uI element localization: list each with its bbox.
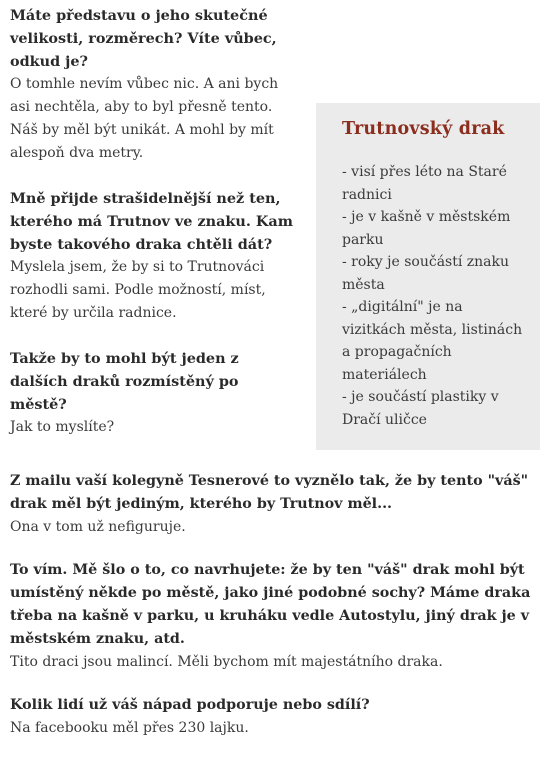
question-3: Takže by to mohl být jeden z dalších draků rozmístěný po městě? [10,350,239,413]
qa-pair-1 [10,4,300,165]
answer-5: Tito draci jsou malincí. Měli bychom mít majestátního draka. [10,654,443,670]
question-5: To vím. Mě šlo o to, co navrhujete: že by ten "váš" drak mohl být umístěný někde po městě, jako jiné podobné sochy? Máme draka třeba na kašně v parku, u kruháku vedle Autostylu, jiný drak je v městském znaku, atd. [10,562,531,647]
interview-top-section [10,4,300,461]
answer-4: Ona v tom už nefiguruje. [10,519,186,535]
sidebar-list-item: - je v kašně v městském parku [342,209,511,248]
sidebar-info-box [316,103,540,450]
sidebar-list-item: - „digitální" je na vizitkách města, listinách a propagačních materiálech [342,299,523,383]
sidebar-list-item: - je součástí plastiky v Dračí uličce [342,389,499,428]
sidebar-list-item: - roky je součástí znaku města [342,254,510,293]
qa-pair-2 [10,187,300,325]
answer-3: Jak to myslíte? [10,419,115,435]
sidebar-list [342,161,530,431]
sidebar-list-item: - visí přes léto na Staré radnici [342,164,507,203]
qa-pair-3 [10,347,300,439]
answer-1: O tomhle nevím vůbec nic. A ani bych asi nechtěla, aby to byl přesně tento. Náš by měl být unikát. A mohl by mít alespoň dva metry. [10,76,279,161]
qa-pair-4 [10,470,540,539]
question-1: Máte představu o jeho skutečné velikosti, rozměrech? Víte vůbec, odkud je? [10,7,277,70]
answer-6: Na facebooku měl přes 230 lajku. [10,720,249,736]
interview-bottom-section [10,470,540,760]
question-4: Z mailu vaší kolegyně Tesnerové to vyznělo tak, že by tento "váš" drak měl být jediným, kterého by Trutnov měl... [10,473,529,512]
qa-pair-5 [10,559,540,674]
qa-pair-6 [10,694,540,740]
sidebar-title: Trutnovský drak [342,119,505,139]
question-2: Mně přijde strašidelnější než ten, kterého má Trutnov ve znaku. Kam byste takového draka chtěli dát? [10,190,293,253]
question-6: Kolik lidí už váš nápad podporuje nebo sdílí? [10,697,370,713]
answer-2: Myslela jsem, že by si to Trutnováci rozhodli sami. Podle možností, míst, které by určila radnice. [10,259,266,321]
